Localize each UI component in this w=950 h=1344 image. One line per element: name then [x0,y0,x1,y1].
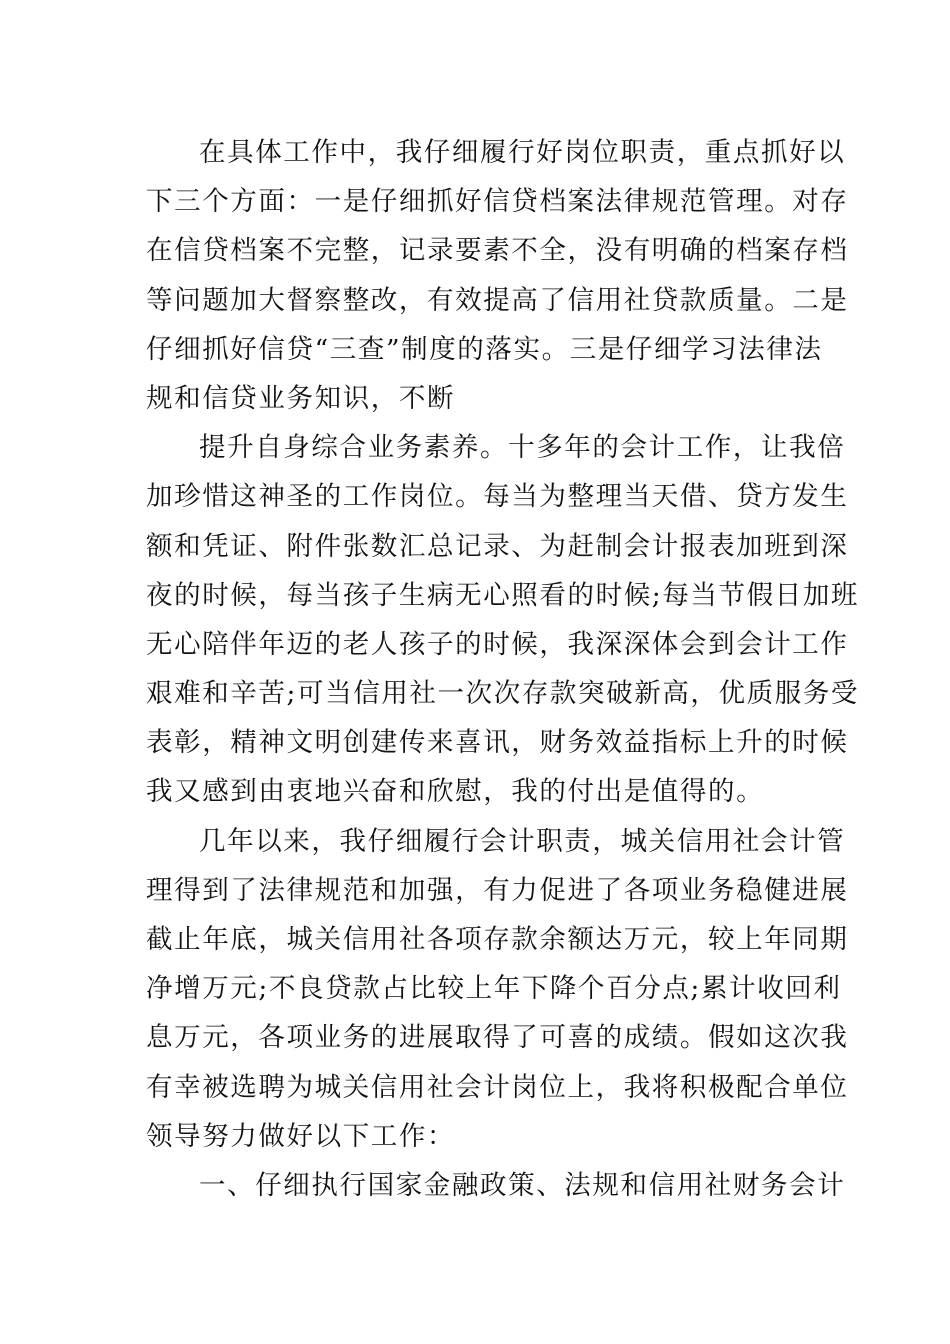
text-line: 规和信贷业务知识，不断 [146,382,456,414]
text-line: 下三个方面：一是仔细抓好信贷档案法律规范管理。对存 [146,186,849,218]
text-line: 在具体工作中，我仔细履行好岗位职责，重点抓好以 [199,137,846,168]
text-line: 加珍惜这神圣的工作岗位。每当为整理当天借、贷方发生 [146,481,849,513]
paragraph-3 [146,817,849,1161]
text-line: 无心陪伴年迈的老人孩子的时候，我深深体会到会计工作 [146,628,849,660]
text-line: 有幸被选聘为城关信用社会计岗位上，我将积极配合单位 [146,1071,849,1103]
text-line: 额和凭证、附件张数汇总记录、为赶制会计报表加班到深 [146,530,849,562]
text-line: 仔细抓好信贷“三查”制度的落实。三是仔细学习法律法 [146,333,823,365]
paragraph-1 [146,128,849,423]
text-line: 提升自身综合业务素养。十多年的会计工作，让我倍 [199,432,846,464]
text-line: 截止年底，城关信用社各项存款余额达万元，较上年同期 [146,924,849,955]
text-line: 一、仔细执行国家金融政策、法规和信用社财务会计 [199,1169,846,1201]
body-text [146,128,860,1210]
text-line: 夜的时候，每当孩子生病无心照看的时候;每当节假日加班 [146,579,860,611]
text-line: 等问题加大督察整改，有效提高了信用社贷款质量。二是 [146,284,849,316]
text-line: 理得到了法律规范和加强，有力促进了各项业务稳健进展 [146,874,849,906]
text-line: 在信贷档案不完整，记录要素不全，没有明确的档案存档 [146,235,849,267]
text-line: 息万元，各项业务的进展取得了可喜的成绩。假如这次我 [146,1022,849,1054]
paragraph-4 [146,1161,846,1210]
text-line: 几年以来，我仔细履行会计职责，城关信用社会计管 [199,825,846,857]
text-line: 净增万元;不良贷款占比较上年下降个百分点;累计收回利 [146,973,842,1005]
text-line: 我又感到由衷地兴奋和欣慰，我的付出是值得的。 [146,776,765,808]
paragraph-2 [146,423,860,817]
text-line: 艰难和辛苦;可当信用社一次次存款突破新高，优质服务受 [146,678,860,710]
text-line: 领导努力做好以下工作： [146,1120,456,1152]
text-line: 表彰，精神文明创建传来喜讯，财务效益指标上升的时候 [146,727,849,759]
